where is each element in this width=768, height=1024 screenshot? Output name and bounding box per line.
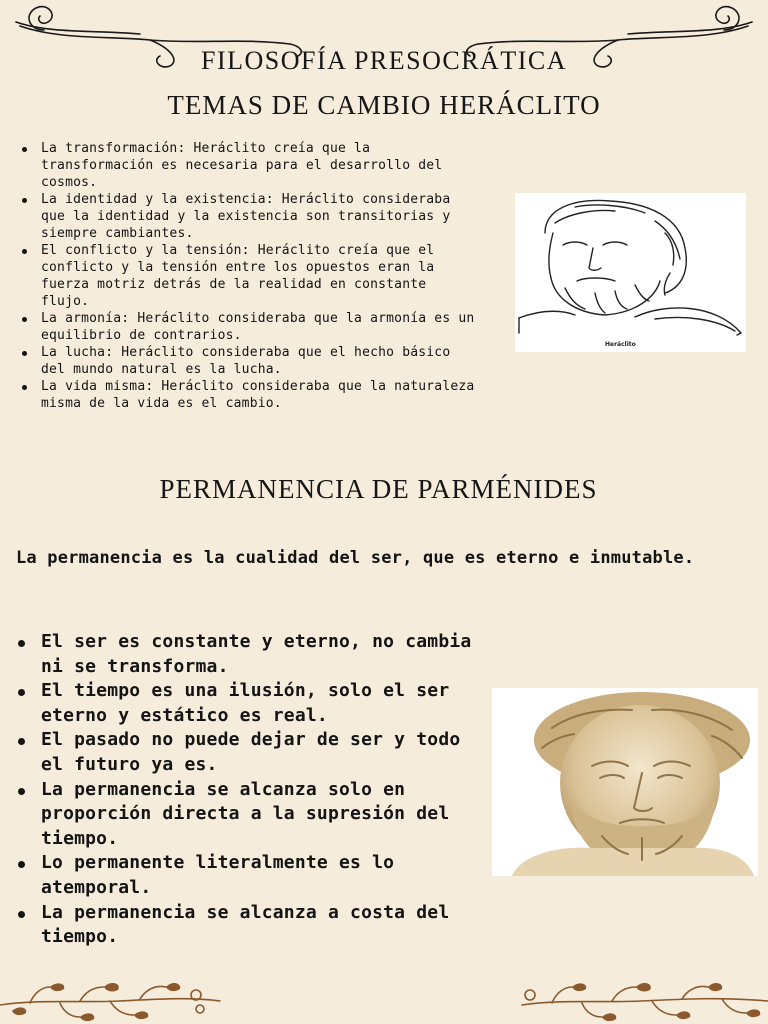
heraclito-portrait bbox=[515, 193, 746, 352]
list-item: La vida misma: Heráclito consideraba que la naturaleza misma de la vida es el cambio. bbox=[22, 378, 482, 412]
list-item: La transformación: Heráclito creía que la transformación es necesaria para el desarrollo del cosmos. bbox=[22, 140, 482, 191]
list-item: La lucha: Heráclito consideraba que el hecho básico del mundo natural es la lucha. bbox=[22, 344, 482, 378]
bottom-left-vine-ornament-icon bbox=[0, 975, 230, 1024]
list-item: La identidad y la existencia: Heráclito consideraba que la identidad y la existencia son transitorias y siempre cambiantes. bbox=[22, 191, 482, 242]
heraclito-bust-icon bbox=[515, 193, 746, 352]
list-item: La armonía: Heráclito consideraba que la armonía es un equilibrio de contrarios. bbox=[22, 310, 482, 344]
list-item: La permanencia se alcanza solo en proporción directa a la supresión del tiempo. bbox=[18, 778, 483, 852]
heraclito-bullet-list bbox=[22, 140, 482, 412]
parmenides-intro-text: La permanencia es la cualidad del ser, que es eterno e inmutable. bbox=[16, 548, 695, 568]
list-item: El tiempo es una ilusión, solo el ser eterno y estático es real. bbox=[18, 679, 483, 728]
parmenides-section-title: PERMANENCIA DE PARMÉNIDES bbox=[159, 474, 598, 504]
list-item: La permanencia se alcanza a costa del tiempo. bbox=[18, 901, 483, 950]
heraclito-image-caption: Heráclito bbox=[605, 341, 636, 348]
list-item: El ser es constante y eterno, no cambia ni se transforma. bbox=[18, 630, 483, 679]
bottom-right-vine-ornament-icon bbox=[512, 975, 768, 1024]
heraclito-section-title: TEMAS DE CAMBIO HERÁCLITO bbox=[167, 90, 601, 120]
list-item: El conflicto y la tensión: Heráclito creía que el conflicto y la tensión entre los opuestos eran la fuerza motriz detrás de la realidad en constante flujo. bbox=[22, 242, 482, 310]
page-title: FILOSOFÍA PRESOCRÁTICA bbox=[200, 46, 567, 75]
top-flourish-ornament-icon bbox=[0, 0, 768, 90]
parmenides-bullet-list bbox=[18, 630, 483, 950]
list-item: El pasado no puede dejar de ser y todo el futuro ya es. bbox=[18, 728, 483, 777]
parmenides-bust-icon bbox=[492, 688, 758, 876]
list-item: Lo permanente literalmente es lo atemporal. bbox=[18, 851, 483, 900]
parmenides-bust-photo bbox=[492, 688, 758, 876]
